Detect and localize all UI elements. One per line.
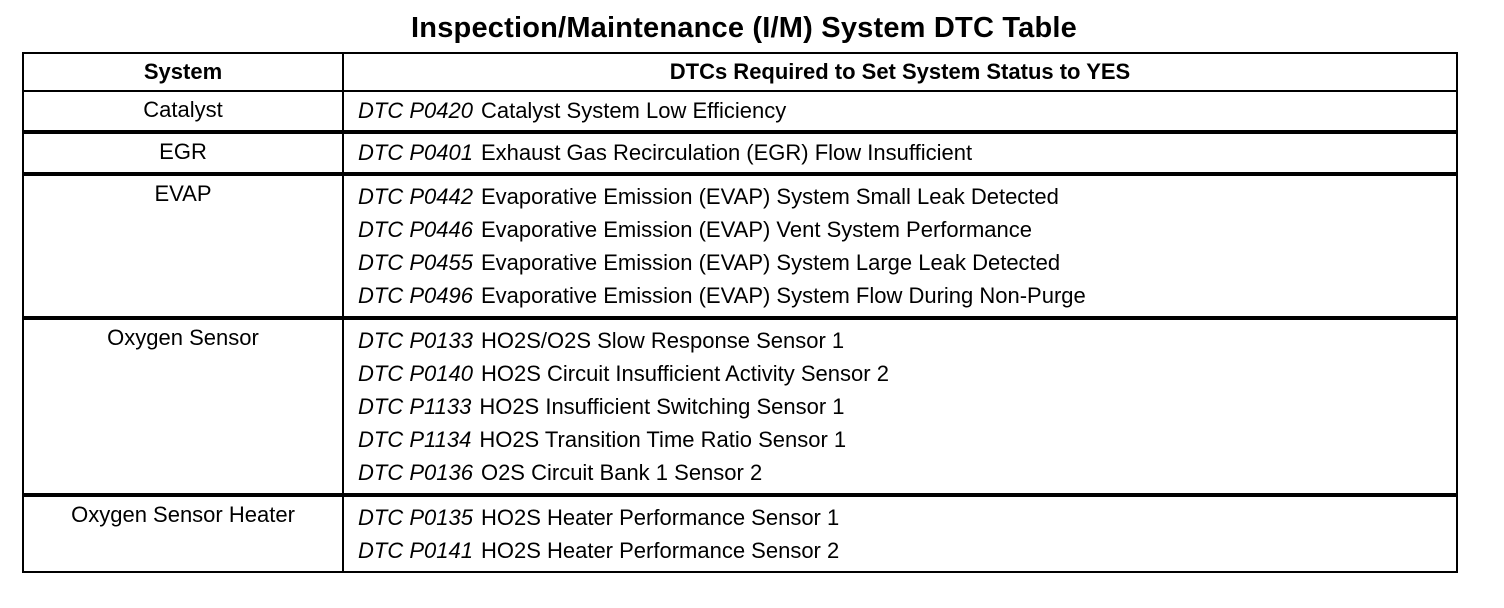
dtc-description: HO2S/O2S Slow Response Sensor 1	[480, 328, 845, 353]
table-row	[23, 495, 1457, 572]
dtc-list	[343, 318, 1457, 495]
dtc-description: Catalyst System Low Efficiency	[480, 98, 787, 123]
dtc-description: Exhaust Gas Recirculation (EGR) Flow Insufficient	[480, 140, 973, 165]
dtc-code: DTC P1134	[358, 427, 472, 452]
dtc-entry	[358, 324, 1456, 357]
dtc-description: Evaporative Emission (EVAP) System Small Leak Detected	[480, 184, 1059, 209]
dtc-list	[343, 174, 1457, 318]
dtc-table	[22, 52, 1458, 573]
column-header-system: System	[23, 53, 343, 91]
dtc-entry	[358, 423, 1456, 456]
dtc-entry	[358, 390, 1456, 423]
dtc-code: DTC P0442	[358, 184, 473, 209]
dtc-entry	[358, 456, 1456, 489]
system-cell: EVAP	[23, 174, 343, 318]
dtc-entry	[358, 534, 1456, 567]
dtc-code: DTC P0140	[358, 361, 473, 386]
dtc-code: DTC P0496	[358, 283, 473, 308]
dtc-description: HO2S Heater Performance Sensor 1	[480, 505, 840, 530]
dtc-list	[343, 91, 1457, 132]
dtc-code: DTC P0141	[358, 538, 473, 563]
table-row	[23, 91, 1457, 132]
dtc-description: Evaporative Emission (EVAP) System Large Leak Detected	[480, 250, 1061, 275]
dtc-list	[343, 132, 1457, 174]
system-cell: Catalyst	[23, 91, 343, 132]
dtc-description: Evaporative Emission (EVAP) Vent System Performance	[480, 217, 1032, 242]
document-title: Inspection/Maintenance (I/M) System DTC Table	[411, 12, 1077, 44]
dtc-code: DTC P0401	[358, 140, 473, 165]
dtc-description: O2S Circuit Bank 1 Sensor 2	[480, 460, 763, 485]
table-row	[23, 318, 1457, 495]
system-cell: Oxygen Sensor Heater	[23, 495, 343, 572]
dtc-description: HO2S Heater Performance Sensor 2	[480, 538, 840, 563]
table-row	[23, 174, 1457, 318]
dtc-entry	[358, 137, 1456, 169]
dtc-entry	[358, 501, 1456, 534]
dtc-entry	[358, 95, 1456, 127]
dtc-code: DTC P0133	[358, 328, 473, 353]
dtc-entry	[358, 279, 1456, 312]
dtc-code: DTC P1133	[358, 394, 472, 419]
dtc-description: HO2S Transition Time Ratio Sensor 1	[479, 427, 847, 452]
dtc-list	[343, 495, 1457, 572]
column-header-dtcs: DTCs Required to Set System Status to YES	[343, 53, 1457, 91]
dtc-description: HO2S Circuit Insufficient Activity Sensor 2	[480, 361, 889, 386]
dtc-code: DTC P0455	[358, 250, 473, 275]
dtc-code: DTC P0135	[358, 505, 473, 530]
dtc-entry	[358, 180, 1456, 213]
system-cell: Oxygen Sensor	[23, 318, 343, 495]
table-row	[23, 132, 1457, 174]
dtc-description: Evaporative Emission (EVAP) System Flow During Non-Purge	[480, 283, 1086, 308]
table-body	[23, 91, 1457, 572]
dtc-description: HO2S Insufficient Switching Sensor 1	[479, 394, 845, 419]
dtc-code: DTC P0420	[358, 98, 473, 123]
dtc-entry	[358, 357, 1456, 390]
dtc-code: DTC P0446	[358, 217, 473, 242]
dtc-entry	[358, 213, 1456, 246]
system-cell: EGR	[23, 132, 343, 174]
dtc-entry	[358, 246, 1456, 279]
dtc-code: DTC P0136	[358, 460, 473, 485]
header-row	[23, 53, 1457, 91]
